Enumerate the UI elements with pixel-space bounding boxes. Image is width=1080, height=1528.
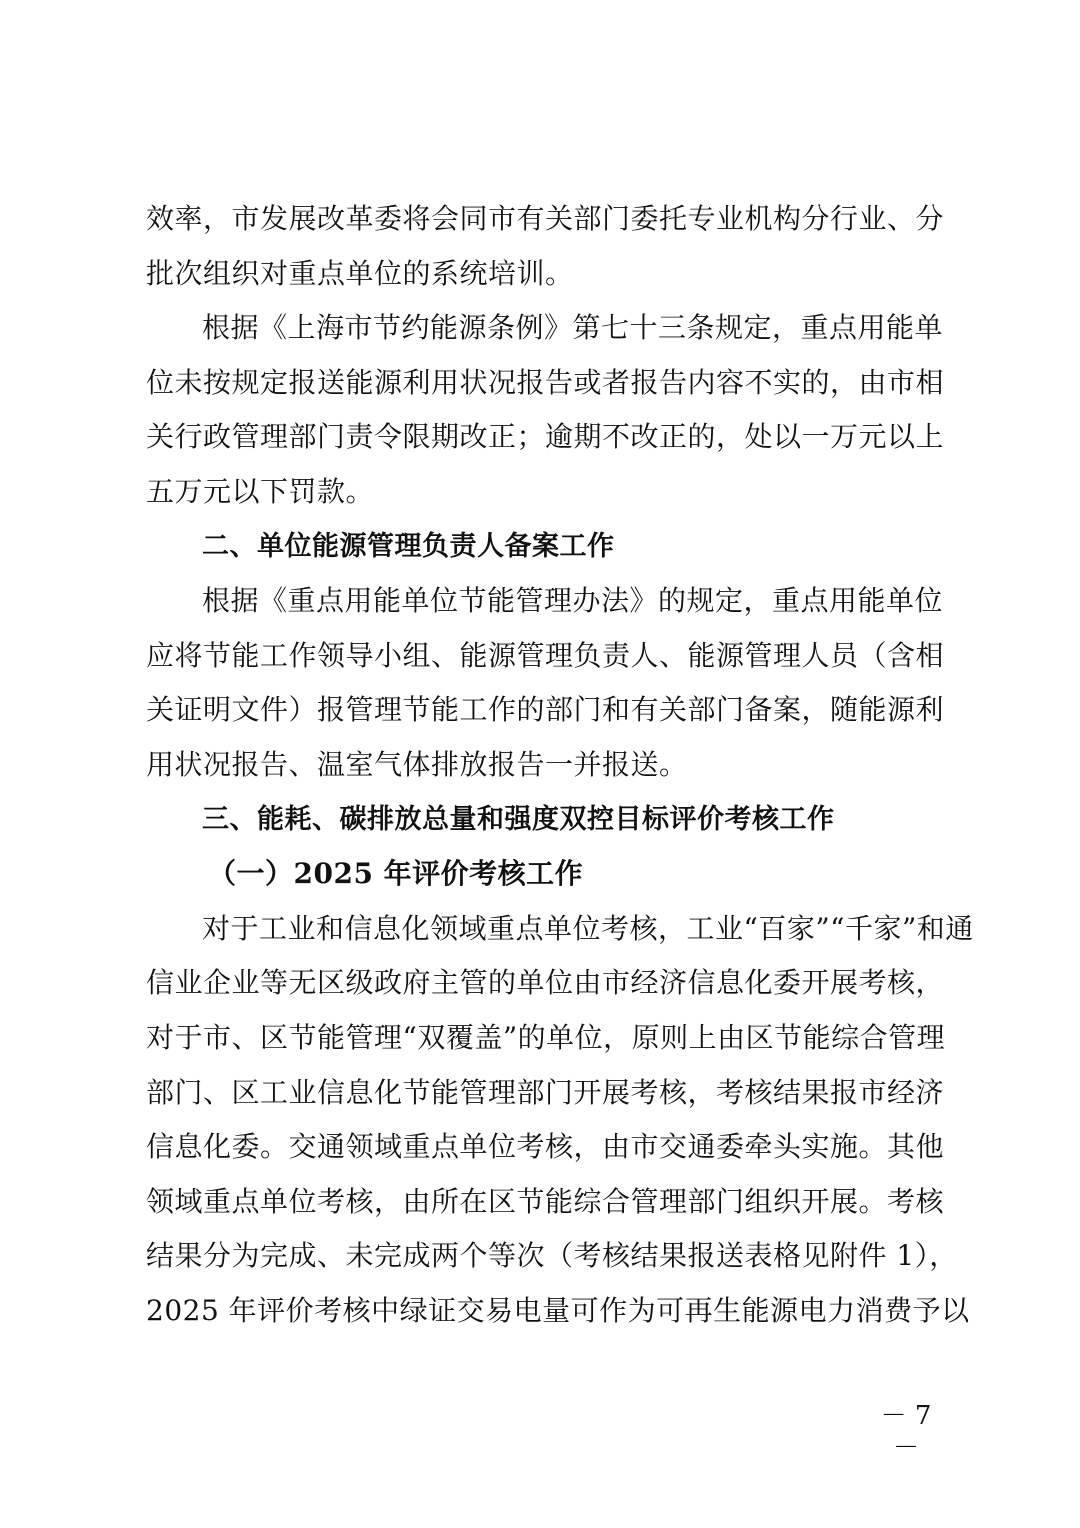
paragraph-line: 对于市、区节能管理“双覆盖”的单位，原则上由区节能综合管理	[146, 1020, 946, 1054]
paragraph-line: 位未按规定报送能源利用状况报告或者报告内容不实的，由市相	[146, 365, 945, 399]
paragraph-line: 批次组织对重点单位的系统培训。	[146, 256, 574, 290]
section-heading: 三、能耗、碳排放总量和强度双控目标评价考核工作	[202, 803, 835, 835]
page-number: － 7 －	[880, 1401, 932, 1463]
paragraph-line: 关行政管理部门责令限期改正；逾期不改正的，处以一万元以上	[146, 420, 945, 454]
paragraph-line: 部门、区工业信息化节能管理部门开展考核，考核结果报市经济	[146, 1075, 945, 1109]
paragraph-line: 根据《上海市节约能源条例》第七十三条规定，重点用能单	[202, 311, 944, 345]
paragraph-line: 用状况报告、温室气体排放报告一并报送。	[146, 747, 688, 781]
paragraph-line: 结果分为完成、未完成两个等次（考核结果报送表格见附件 1），	[146, 1239, 958, 1273]
paragraph-line: 信息化委。交通领域重点单位考核，由市交通委牵头实施。其他	[146, 1130, 945, 1164]
paragraph-line: 五万元以下罚款。	[146, 474, 375, 508]
paragraph-line: 效率，市发展改革委将会同市有关部门委托专业机构分行业、分	[146, 202, 945, 235]
paragraph-line: 2025 年评价考核中绿证交易电量可作为可再生能源电力消费予以	[146, 1293, 970, 1327]
document-body	[146, 192, 974, 1338]
paragraph-line: 关证明文件）报管理节能工作的部门和有关部门备案，随能源利	[146, 693, 945, 727]
subsection-heading: （一）2025 年评价考核工作	[208, 857, 584, 891]
paragraph-line: 应将节能工作领导小组、能源管理负责人、能源管理人员（含相	[146, 638, 945, 672]
paragraph-line: 根据《重点用能单位节能管理办法》的规定，重点用能单位	[202, 584, 944, 618]
paragraph-line: 领域重点单位考核，由所在区节能综合管理部门组织开展。考核	[146, 1184, 945, 1218]
paragraph-line: 信业企业等无区级政府主管的单位由市经济信息化委开展考核，	[146, 966, 945, 1000]
section-heading: 二、单位能源管理负责人备案工作	[202, 530, 615, 562]
paragraph-line: 对于工业和信息化领域重点单位考核，工业“百家”“千家”和通	[202, 911, 974, 945]
